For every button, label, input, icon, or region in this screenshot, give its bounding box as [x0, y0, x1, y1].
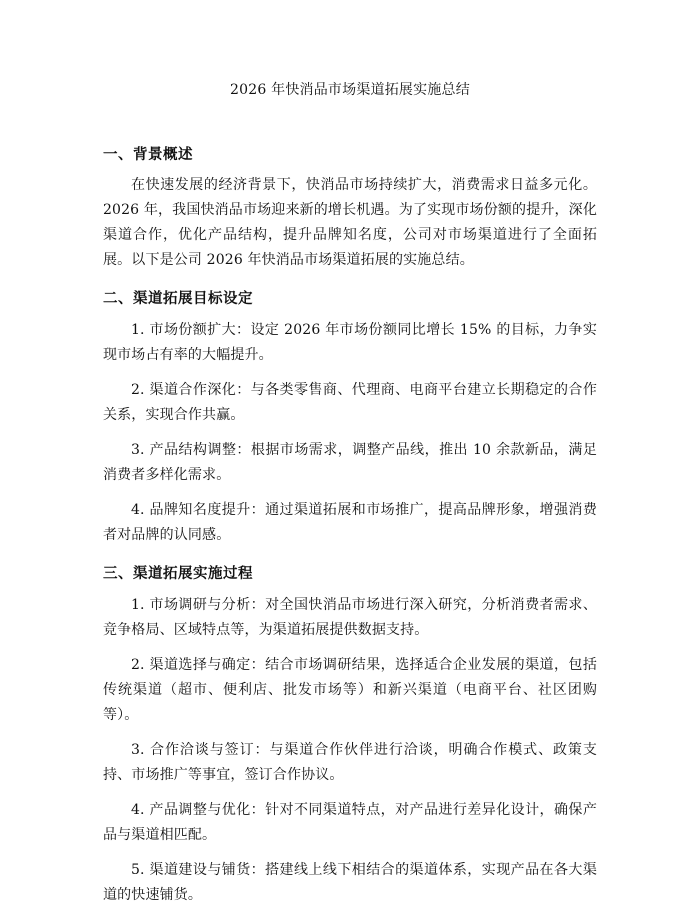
list-item: 4. 产品调整与优化：针对不同渠道特点，对产品进行差异化设计，确保产品与渠道相匹配。: [103, 802, 597, 843]
section-heading: 三、渠道拓展实施过程: [103, 566, 253, 582]
paragraph: 在快速发展的经济背景下，快消品市场持续扩大，消费需求日益多元化。2026 年，我国快消品市场迎来新的增长机遇。为了实现市场份额的提升，深化渠道合作，优化产品结构，提升品牌知名度，公司对市场渠道进行了全面拓展。以下是公司 2026 年快消品市场渠道拓展的实施总结。: [103, 177, 597, 268]
section-heading: 一、背景概述: [103, 147, 193, 163]
list-item: 3. 合作洽谈与签订：与渠道合作伙伴进行洽谈，明确合作模式、政策支持、市场推广等事宜，签订合作协议。: [103, 742, 597, 783]
section-goals: [103, 288, 597, 548]
list-item: 3. 产品结构调整：根据市场需求，调整产品线，推出 10 余款新品，满足消费者多样化需求。: [103, 442, 597, 483]
document-body: [103, 144, 597, 908]
list-item: 5. 渠道建设与铺货：搭建线上线下相结合的渠道体系，实现产品在各大渠道的快速铺货。: [103, 862, 597, 903]
list-item: 2. 渠道合作深化：与各类零售商、代理商、电商平台建立长期稳定的合作关系，实现合作共赢。: [103, 382, 597, 423]
section-heading: 二、渠道拓展目标设定: [103, 291, 253, 307]
list-item: 4. 品牌知名度提升：通过渠道拓展和市场推广，提高品牌形象，增强消费者对品牌的认同感。: [103, 502, 597, 543]
list-item: 1. 市场份额扩大：设定 2026 年市场份额同比增长 15% 的目标，力争实现市场占有率的大幅提升。: [103, 322, 597, 363]
section-background: [103, 144, 597, 273]
document-title: 2026 年快消品市场渠道拓展实施总结: [230, 82, 470, 98]
section-process: [103, 563, 597, 908]
list-item: 2. 渠道选择与确定：结合市场调研结果，选择适合企业发展的渠道，包括传统渠道（超市、便利店、批发市场等）和新兴渠道（电商平台、社区团购等）。: [103, 657, 597, 723]
list-item: 1. 市场调研与分析：对全国快消品市场进行深入研究，分析消费者需求、竞争格局、区域特点等，为渠道拓展提供数据支持。: [103, 597, 597, 638]
